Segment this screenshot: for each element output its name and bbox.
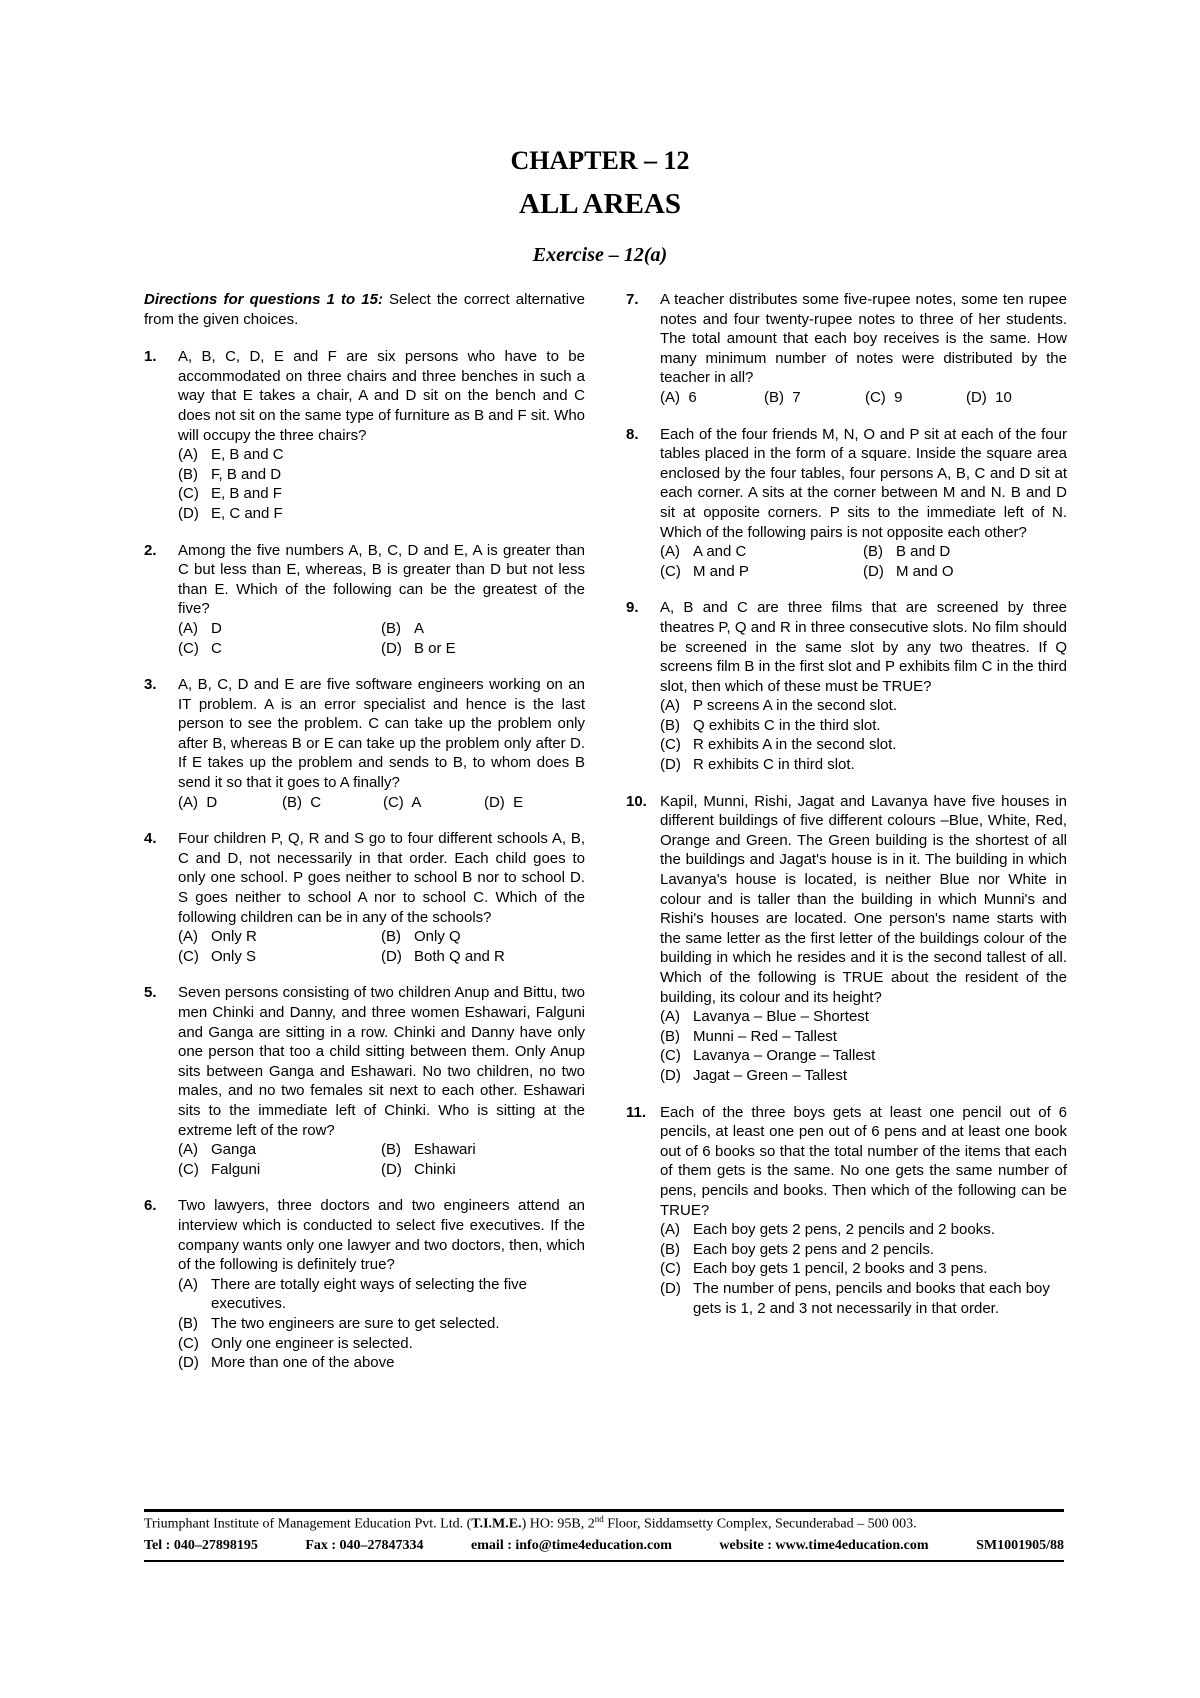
question-number: 6. (144, 1197, 157, 1215)
question-text: Four children P, Q, R and S go to four different schools A, B, C and D, not necessarily in that order. Each child goes to only one school. P goes neither to school B nor to school D. S goes neither to school A nor to school C. Which of the following children can be in any of the schools? (178, 830, 585, 926)
option (764, 388, 865, 408)
option-row (660, 388, 1067, 408)
option-label: (A) (660, 1221, 680, 1239)
option (660, 1046, 1067, 1066)
footer-institute: Triumphant Institute of Management Education Pvt. Ltd. ( (144, 1516, 472, 1532)
option (381, 947, 584, 967)
question-text: Seven persons consisting of two children Anup and Bittu, two men Chinki and Danny, and three women Eshawari, Falguni and Ganga are sitting in a row. Chinki and Danny have only one person that too a child sitting between them. Only Anup sits between Ganga and Eshawari. No two children, no two males, and no two females sit next to each other. Eshawari sits to the immediate left of Chinki. Who is sitting at the extreme left of the row? (178, 984, 585, 1139)
option-label: (D) (660, 1279, 681, 1297)
option-text: D (211, 619, 222, 637)
option-text: M and P (693, 562, 749, 580)
option-text: D (206, 793, 218, 811)
option-label: (B) (660, 1240, 680, 1258)
option-label: (B) (381, 928, 401, 946)
option-label: (D) (381, 639, 402, 657)
option-label: (B) (178, 1314, 198, 1332)
option (660, 1240, 1067, 1260)
question-8 (626, 425, 1067, 582)
option (178, 484, 585, 504)
question-number: 10. (626, 792, 647, 810)
option (660, 755, 1067, 775)
option (381, 927, 584, 947)
option-label: (B) (660, 716, 680, 734)
question-3 (144, 675, 585, 812)
option-text: E, B and F (211, 485, 282, 503)
question-2 (144, 541, 585, 659)
section-title: ALL AREAS (519, 188, 681, 220)
option-text: Falguni (211, 1160, 261, 1178)
option (660, 1027, 1067, 1047)
question-text: A, B, C, D and E are five software engineers working on an IT problem. A is an error specialist and hence is the last person to see the problem. C can take up the problem only after B, whereas B or E can take up the problem only after D. If E takes up the problem and sends to B, to whom does B send it so that it goes to A finally? (178, 676, 585, 792)
option-label: (D) (178, 1354, 199, 1372)
option (381, 1160, 584, 1180)
option (660, 716, 1067, 736)
option (660, 1007, 1067, 1027)
question-5 (144, 983, 585, 1179)
question-text: A, B, C, D, E and F are six persons who have to be accommodated on three chairs and three benches in such a way that E takes a chair, A and D sit on the bench and C does not sit on the same type of furniture as B and F sit. Who will occupy the three chairs? (178, 348, 585, 444)
option-text: The two engineers are sure to get selected. (211, 1314, 500, 1332)
option-label: (A) (660, 543, 680, 561)
option-text: R exhibits C in third slot. (693, 756, 855, 774)
option-label: (C) (660, 736, 681, 754)
option-text: Both Q and R (414, 947, 505, 965)
directions (144, 290, 585, 329)
option (178, 947, 381, 967)
question-number: 8. (626, 425, 639, 443)
footer-tel: Tel : 040–27898195 (144, 1538, 258, 1553)
question-9 (626, 598, 1067, 774)
option-label: (A) (178, 446, 198, 464)
question-text: Kapil, Munni, Rishi, Jagat and Lavanya have five houses in different buildings of five different colours –Blue, White, Red, Orange and Green. The Green building is the shortest of all the buildings and Jagat's house is in it. The building in which Lavanya's house is located, is neither Blue nor White in colour and is taller than the building in which Munni's and Rishi's houses are located. One person's name starts with the same letter as the first letter of the buildings colour of the building in which he resides and it is the second tallest of all. Which of the following is TRUE about the resident of the building, its colour and its height? (660, 792, 1067, 1006)
option-label: (C) (382, 793, 404, 811)
chapter-title: CHAPTER – 12 (510, 146, 690, 175)
option (178, 504, 585, 524)
option-label: (B) (381, 619, 401, 637)
option (178, 1140, 381, 1160)
option (282, 793, 383, 813)
right-column (626, 290, 1067, 1335)
option-text: P screens A in the second slot. (693, 697, 898, 715)
option-text: 7 (792, 388, 801, 406)
option-label: (C) (178, 1160, 199, 1178)
option (381, 619, 584, 639)
option-text: Each boy gets 2 pens and 2 pencils. (693, 1240, 934, 1258)
option-label: (A) (660, 388, 680, 406)
option-row (178, 927, 585, 947)
option-text: C (211, 639, 222, 657)
option-text: E, B and C (211, 446, 284, 464)
directions-text: Select the correct alternative from the given choices. (144, 291, 585, 328)
question-text: Each of the four friends M, N, O and P sit at each of the four tables placed in the form of a square. Inside the square area enclosed by the four tables, four persons A, B, C and D sit at each corner. A sits at the corner between M and N. B and D sit at opposite corners. P sits to the immediate left of N. Which of the following pairs is not opposite each other? (660, 425, 1067, 541)
option (484, 793, 585, 813)
option-text: 9 (894, 388, 903, 406)
question-4 (144, 829, 585, 966)
footer-contacts (144, 1538, 1064, 1554)
option-label: (B) (660, 1027, 680, 1045)
option-text: Eshawari (414, 1141, 476, 1159)
option (178, 1160, 381, 1180)
option-label: (C) (660, 1047, 681, 1065)
option-text: M and O (896, 562, 954, 580)
option-label: (D) (965, 388, 987, 406)
question-text: A teacher distributes some five-rupee notes, some ten rupee notes and four twenty-rupee notes to three of her students. The total amount that each boy receives is the same. How many minimum number of notes were distributed by the teacher in all? (660, 291, 1067, 387)
option-label: (C) (178, 947, 199, 965)
option-label: (B) (763, 388, 784, 406)
option (178, 619, 381, 639)
option (178, 1314, 585, 1334)
option-label: (A) (178, 793, 198, 811)
option-text: R exhibits A in the second slot. (693, 736, 897, 754)
directions-label: Directions for questions 1 to 15: (144, 291, 383, 308)
option-text: Each boy gets 1 pencil, 2 books and 3 pens. (693, 1260, 988, 1278)
option (178, 465, 585, 485)
option-label: (D) (381, 947, 402, 965)
option-label: (C) (178, 485, 199, 503)
option (660, 1279, 1067, 1318)
exercise-title: Exercise – 12(a) (532, 244, 668, 266)
option-text: Chinki (414, 1160, 456, 1178)
question-number: 5. (144, 984, 157, 1002)
option-row (178, 1140, 585, 1160)
option-text: A and C (693, 543, 747, 561)
option-text: Only one engineer is selected. (211, 1334, 413, 1352)
option (660, 1220, 1067, 1240)
option-label: (D) (660, 1066, 681, 1084)
option-text: C (310, 793, 322, 811)
option-label: (A) (178, 1141, 198, 1159)
option-text: Jagat – Green – Tallest (693, 1066, 847, 1084)
option-text: The number of pens, pencils and books that each boy gets is 1, 2 and 3 not necessarily in that order. (693, 1279, 1050, 1317)
option-label: (C) (660, 1260, 681, 1278)
footer-sup: nd (594, 1514, 604, 1524)
option (660, 562, 863, 582)
option (178, 639, 381, 659)
option-text: Ganga (211, 1141, 257, 1159)
option (381, 1140, 584, 1160)
option-label: (C) (178, 1334, 199, 1352)
question-10 (626, 792, 1067, 1086)
option-text: There are totally eight ways of selecting the five executives. (211, 1275, 527, 1313)
option-label: (B) (863, 543, 883, 561)
option (966, 388, 1067, 408)
option-text: Only R (211, 928, 257, 946)
option-row (178, 639, 585, 659)
question-number: 3. (144, 676, 157, 694)
option-row (178, 793, 585, 813)
option (178, 793, 282, 813)
footer-email: email : info@time4education.com (471, 1538, 672, 1553)
option-label: (A) (660, 697, 680, 715)
option-label: (D) (483, 793, 505, 811)
option-label: (D) (660, 756, 681, 774)
footer-divider-top (144, 1509, 1064, 1512)
option-label: (C) (660, 562, 681, 580)
question-1 (144, 347, 585, 523)
option (660, 1259, 1067, 1279)
option-label: (B) (281, 793, 302, 811)
option (863, 542, 1066, 562)
footer-brand: T.I.M.E. (471, 1516, 522, 1532)
question-7 (626, 290, 1067, 408)
option-text: F, B and D (211, 465, 282, 483)
option-label: (D) (178, 504, 199, 522)
option-label: (A) (178, 619, 198, 637)
option-text: Q exhibits C in the third slot. (693, 716, 881, 734)
option-text: Only S (211, 947, 257, 965)
option-text: 6 (688, 388, 697, 406)
question-number: 9. (626, 599, 639, 617)
question-text: Two lawyers, three doctors and two engineers attend an interview which is conducted to select five executives. If the company wants only one lawyer and two doctors, then, which of the following is definitely true? (178, 1197, 585, 1274)
option-row (178, 619, 585, 639)
question-11 (626, 1103, 1067, 1319)
option-label: (A) (178, 1275, 198, 1293)
option-label: (D) (863, 562, 884, 580)
footer-address (144, 1514, 1064, 1533)
option (660, 388, 764, 408)
option (383, 793, 484, 813)
footer-ho: ) HO: 95B, 2 (521, 1516, 595, 1532)
option-text: B and D (896, 543, 951, 561)
option (178, 927, 381, 947)
left-column (144, 290, 585, 1390)
option (178, 1334, 585, 1354)
option-row (178, 1160, 585, 1180)
option (660, 1066, 1067, 1086)
option (178, 1275, 585, 1314)
footer-code: SM1001905/88 (976, 1538, 1064, 1553)
question-6 (144, 1196, 585, 1372)
option-text: B or E (414, 639, 456, 657)
option-row (178, 947, 585, 967)
option-label: (D) (381, 1160, 402, 1178)
option-text: E, C and F (211, 504, 283, 522)
footer-location: Floor, Siddamsetty Complex, Secunderabad – 500 003. (603, 1516, 917, 1532)
option (660, 735, 1067, 755)
option-text: Each boy gets 2 pens, 2 pencils and 2 books. (693, 1221, 995, 1239)
option (178, 445, 585, 465)
option-text: A (414, 619, 425, 637)
question-text: A, B and C are three films that are screened by three theatres P, Q and R in three consecutive slots. No film should be screened in the same slot by any two theatres. If Q screens film B in the first slot and P exhibits film C in the third slot, then which of these must be TRUE? (660, 599, 1067, 695)
footer-divider-bottom (144, 1560, 1064, 1562)
question-number: 2. (144, 541, 157, 559)
option-label: (C) (178, 639, 199, 657)
question-number: 7. (626, 291, 639, 308)
option-text: More than one of the above (211, 1354, 395, 1372)
question-text: Each of the three boys gets at least one pencil out of 6 pencils, at least one pen out of 6 pens and at least one book out of 6 books so that the total number of the items that each of them gets is the same. No one gets the same number of pens, pencils and books. Then which of the following can be TRUE? (660, 1103, 1067, 1219)
question-text: Among the five numbers A, B, C, D and E, A is greater than C but less than E, whereas, B is greater than D but not less than E. Which of the following can be the greatest of the five? (178, 541, 585, 618)
option-row (660, 562, 1067, 582)
option-text: E (513, 793, 524, 811)
option (660, 542, 863, 562)
option-text: Only Q (414, 928, 461, 946)
option-row (660, 542, 1067, 562)
option (865, 388, 966, 408)
option-text: Munni – Red – Tallest (693, 1027, 837, 1045)
option (863, 562, 1066, 582)
question-number: 1. (144, 348, 157, 366)
option (178, 1353, 585, 1373)
question-number: 4. (144, 830, 157, 848)
option-text: Lavanya – Orange – Tallest (693, 1047, 876, 1065)
option-text: Lavanya – Blue – Shortest (693, 1008, 869, 1026)
option-label: (B) (178, 465, 198, 483)
option (381, 639, 584, 659)
option-label: (A) (178, 928, 198, 946)
question-number: 11. (626, 1103, 647, 1121)
option-label: (C) (864, 388, 886, 406)
option (660, 696, 1067, 716)
option-label: (B) (381, 1141, 401, 1159)
footer-website: website : www.time4education.com (719, 1538, 929, 1553)
option-text: A (411, 793, 422, 811)
footer-fax: Fax : 040–27847334 (305, 1538, 424, 1553)
option-label: (A) (660, 1008, 680, 1026)
option-text: 10 (995, 388, 1012, 406)
